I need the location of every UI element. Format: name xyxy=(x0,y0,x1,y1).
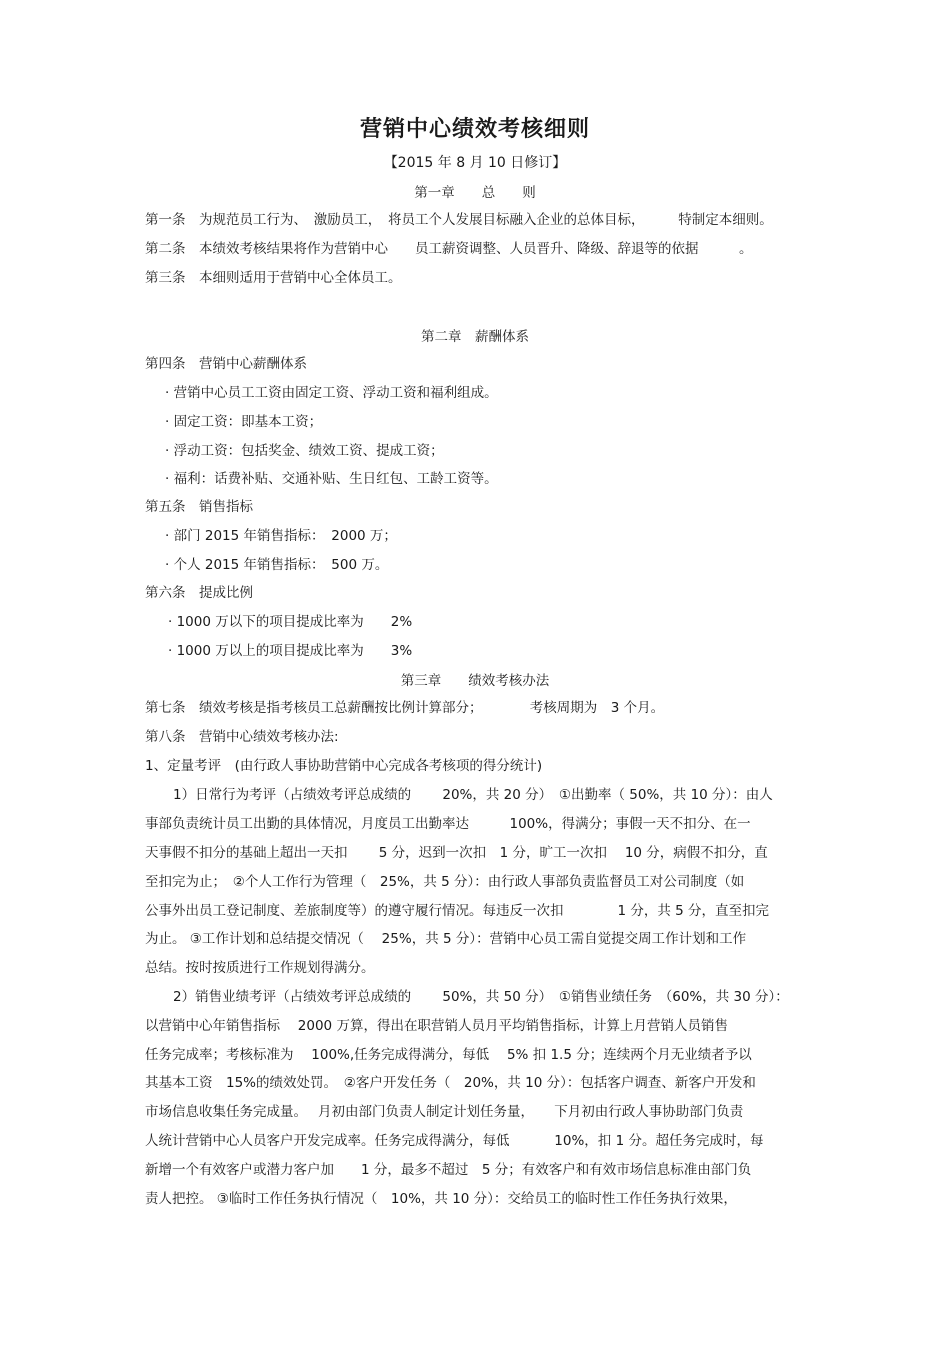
article-5-item: · 部门 2015 年销售指标： 2000 万； xyxy=(165,528,397,544)
article-7: 第七条 绩效考核是指考核员工总薪酬按比例计算部分； 考核周期为 3 个月。 xyxy=(145,700,665,716)
paragraph-line: 其基本工资 15%的绩效处罚。 ②客户开发任务（ 20%，共 10 分）：包括客户调查、新客户开发和 xyxy=(145,1075,756,1091)
paragraph-line: 责人把控。 ③临时工作任务执行情况（ 10%，共 10 分）：交给员工的临时性工作任务执行效果， xyxy=(145,1191,737,1207)
article-3: 第三条 本细则适用于营销中心全体员工。 xyxy=(145,270,402,286)
article-8: 第八条 营销中心绩效考核办法: xyxy=(145,729,339,745)
paragraph-line: 事部负责统计员工出勤的具体情况，月度员工出勤率达 100%，得满分；事假一天不扣分、在一 xyxy=(145,816,751,832)
article-4: 第四条 营销中心薪酬体系 xyxy=(145,356,307,372)
article-4-item: · 营销中心员工工资由固定工资、浮动工资和福利组成。 xyxy=(165,385,498,401)
article-4-item: · 福利：话费补贴、交通补贴、生日红包、工龄工资等。 xyxy=(165,471,498,487)
article-6-item: · 1000 万以下的项目提成比率为 2% xyxy=(168,614,413,630)
paragraph-line: 天事假不扣分的基础上超出一天扣 5 分，迟到一次扣 1 分，旷工一次扣 10 分，病假不扣分，直 xyxy=(145,845,768,861)
chapter-3-heading: 第三章 绩效考核办法 xyxy=(400,673,550,689)
paragraph-line: 2）销售业绩考评（占绩效考评总成绩的 50%，共 50 分） ①销售业绩任务 （60%，共 30 分）： xyxy=(173,989,789,1005)
paragraph-line: 人统计营销中心人员客户开发完成率。任务完成得满分，每低 10%，扣 1 分。超任务完成时，每 xyxy=(145,1133,764,1149)
paragraph-line: 新增一个有效客户或潜力客户加 1 分，最多不超过 5 分；有效客户和有效市场信息标准由部门负 xyxy=(145,1162,752,1178)
article-6-item: · 1000 万以上的项目提成比率为 3% xyxy=(168,643,413,659)
paragraph-line: 总结。按时按质进行工作规划得满分。 xyxy=(145,960,375,976)
article-1: 第一条 为规范员工行为、 激励员工， 将员工个人发展目标融入企业的总体目标， 特制定本细则。 xyxy=(145,212,773,228)
article-4-item: · 浮动工资：包括奖金、绩效工资、提成工资； xyxy=(165,443,444,459)
article-2: 第二条 本绩效考核结果将作为营销中心 员工薪资调整、人员晋升、降级、辞退等的依据 。 xyxy=(145,241,753,257)
article-5: 第五条 销售指标 xyxy=(145,499,253,515)
document-title: 营销中心绩效考核细则 xyxy=(359,117,590,142)
paragraph-line: 公事外出员工登记制度、差旅制度等）的遵守履行情况。每违反一次扣 1 分，共 5 分，直至扣完 xyxy=(145,903,770,919)
article-4-item: · 固定工资：即基本工资； xyxy=(165,414,323,430)
paragraph-line: 以营销中心年销售指标 2000 万算，得出在职营销人员月平均销售指标，计算上月营销人员销售 xyxy=(145,1018,728,1034)
article-5-item: · 个人 2015 年销售指标： 500 万。 xyxy=(165,557,389,573)
section-1-heading: 1、定量考评 (由行政人事协助营销中心完成各考核项的得分统计) xyxy=(145,758,543,774)
revision-date: 【2015 年 8 月 10 日修订】 xyxy=(383,155,567,171)
paragraph-line: 1）日常行为考评（占绩效考评总成绩的 20%，共 20 分） ①出勤率（ 50%，共 10 分）：由人 xyxy=(173,787,773,803)
article-6: 第六条 提成比例 xyxy=(145,585,253,601)
paragraph-line: 为止。 ③工作计划和总结提交情况（ 25%，共 5 分）：营销中心员工需自觉提交周工作计划和工作 xyxy=(145,931,747,947)
paragraph-line: 市场信息收集任务完成量。 月初由部门负责人制定计划任务量， 下月初由行政人事协助部门负责 xyxy=(145,1104,744,1120)
paragraph-line: 至扣完为止； ②个人工作行为管理（ 25%，共 5 分）：由行政人事部负责监督员工对公司制度（如 xyxy=(145,874,745,890)
chapter-2-heading: 第二章 薪酬体系 xyxy=(421,329,529,345)
chapter-1-heading: 第一章 总 则 xyxy=(414,185,536,201)
paragraph-line: 任务完成率；考核标准为 100%,任务完成得满分，每低 5% 扣 1.5 分；连续两个月无业绩者予以 xyxy=(145,1047,752,1063)
